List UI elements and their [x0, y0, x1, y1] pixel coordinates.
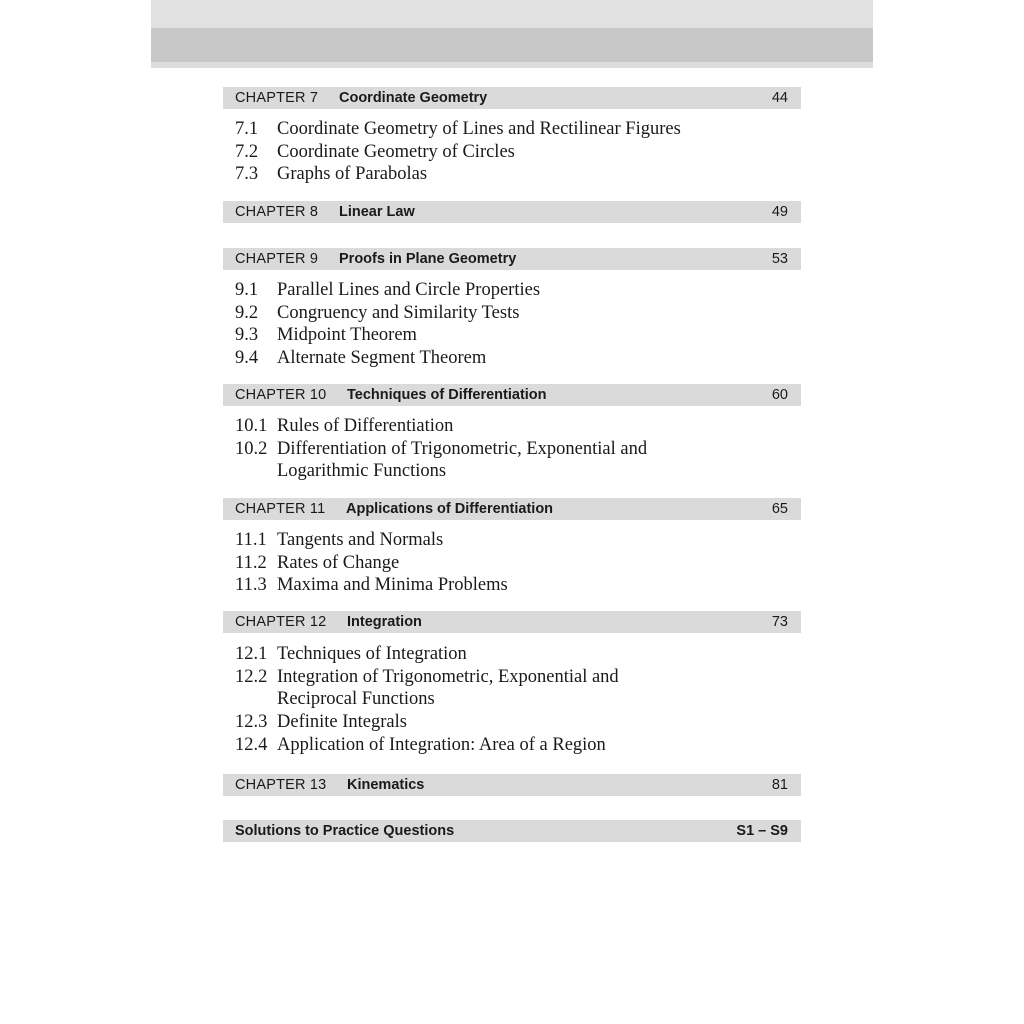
chapter-9-heading[interactable] [223, 248, 801, 270]
section-number: 10.1 [235, 416, 268, 436]
section-item[interactable] [235, 574, 795, 597]
chapter-page-number: 60 [771, 387, 788, 403]
section-item[interactable] [235, 118, 795, 141]
chapter-title: Linear Law [339, 204, 415, 220]
chapter-title: Integration [347, 614, 422, 630]
section-item-continuation[interactable] [235, 460, 795, 483]
section-title: Tangents and Normals [277, 530, 444, 550]
chapter-title: Applications of Differentiation [346, 501, 554, 517]
section-title: Congruency and Similarity Tests [277, 302, 520, 323]
section-number: 9.2 [235, 302, 259, 323]
chapter-10-sections [235, 415, 795, 483]
chapter-13-heading[interactable] [223, 774, 801, 796]
section-title: Midpoint Theorem [277, 325, 417, 346]
chapter-title: Kinematics [347, 777, 425, 793]
section-item[interactable] [235, 438, 795, 461]
section-item[interactable] [235, 711, 795, 734]
section-title: Application of Integration: Area of a Region [277, 734, 606, 755]
section-number: 11.3 [235, 575, 267, 596]
chapter-page-number: 44 [771, 90, 788, 106]
section-item-continuation[interactable] [235, 688, 795, 711]
chapter-11-sections [235, 529, 795, 597]
section-number: 7.1 [235, 119, 259, 139]
chapter-11-heading[interactable] [223, 498, 801, 520]
header-band-dark [151, 28, 873, 62]
section-title: Integration of Trigonometric, Exponential and [277, 666, 619, 687]
solutions-page-range: S1 – S9 [736, 823, 788, 839]
header-band-light [151, 0, 873, 28]
section-item[interactable] [235, 415, 795, 438]
section-item[interactable] [235, 324, 795, 347]
chapter-7-sections [235, 118, 795, 186]
chapter-label: CHAPTER 9 [235, 251, 319, 267]
section-number: 9.1 [235, 280, 259, 300]
chapter-title: Proofs in Plane Geometry [339, 251, 517, 267]
chapter-7-heading[interactable] [223, 87, 801, 109]
section-number: 11.1 [235, 530, 267, 550]
section-title-continued: Reciprocal Functions [277, 689, 435, 710]
section-number: 9.4 [235, 348, 259, 369]
chapter-title: Techniques of Differentiation [347, 387, 547, 403]
chapter-label: CHAPTER 13 [235, 777, 327, 793]
section-number: 7.2 [235, 141, 259, 162]
chapter-label: CHAPTER 11 [235, 501, 326, 517]
section-number: 9.3 [235, 325, 259, 346]
chapter-10-heading[interactable] [223, 384, 801, 406]
section-item[interactable] [235, 552, 795, 575]
section-item[interactable] [235, 734, 795, 757]
section-number: 12.4 [235, 734, 268, 755]
chapter-label: CHAPTER 8 [235, 204, 319, 220]
section-item[interactable] [235, 163, 795, 186]
section-title: Definite Integrals [277, 712, 407, 733]
chapter-label: CHAPTER 12 [235, 614, 327, 630]
section-title: Maxima and Minima Problems [277, 575, 508, 596]
section-title: Coordinate Geometry of Circles [277, 141, 515, 162]
section-title: Graphs of Parabolas [277, 164, 428, 185]
section-number: 12.1 [235, 644, 268, 664]
section-item[interactable] [235, 666, 795, 689]
chapter-page-number: 73 [771, 614, 788, 630]
chapter-12-heading[interactable] [223, 611, 801, 633]
section-item[interactable] [235, 141, 795, 164]
chapter-title: Coordinate Geometry [339, 90, 488, 106]
section-title: Parallel Lines and Circle Properties [277, 280, 541, 300]
section-title: Coordinate Geometry of Lines and Rectilinear Figures [277, 119, 681, 139]
section-number: 11.2 [235, 552, 267, 573]
solutions-heading[interactable] [223, 820, 801, 842]
section-title: Differentiation of Trigonometric, Exponential and [277, 438, 648, 459]
chapter-12-sections [235, 643, 795, 756]
section-item[interactable] [235, 279, 795, 302]
section-item[interactable] [235, 643, 795, 666]
section-number: 12.2 [235, 666, 268, 687]
section-item[interactable] [235, 529, 795, 552]
section-title-continued: Logarithmic Functions [277, 461, 447, 482]
section-title: Rates of Change [277, 552, 400, 573]
section-item[interactable] [235, 302, 795, 325]
section-number: 10.2 [235, 438, 268, 459]
section-title: Techniques of Integration [277, 644, 467, 664]
section-title: Alternate Segment Theorem [277, 348, 487, 369]
header-band-rule [151, 62, 873, 68]
chapter-page-number: 81 [771, 777, 788, 793]
section-number: 12.3 [235, 712, 268, 733]
chapter-8-heading[interactable] [223, 201, 801, 223]
chapter-page-number: 65 [771, 501, 788, 517]
chapter-page-number: 49 [771, 204, 788, 220]
solutions-title: Solutions to Practice Questions [235, 823, 455, 839]
section-title: Rules of Differentiation [277, 416, 454, 436]
chapter-label: CHAPTER 7 [235, 90, 319, 106]
section-number: 7.3 [235, 164, 259, 185]
document-page [151, 0, 873, 1024]
chapter-9-sections [235, 279, 795, 370]
chapter-page-number: 53 [771, 251, 788, 267]
chapter-label: CHAPTER 10 [235, 387, 327, 403]
section-item[interactable] [235, 347, 795, 370]
